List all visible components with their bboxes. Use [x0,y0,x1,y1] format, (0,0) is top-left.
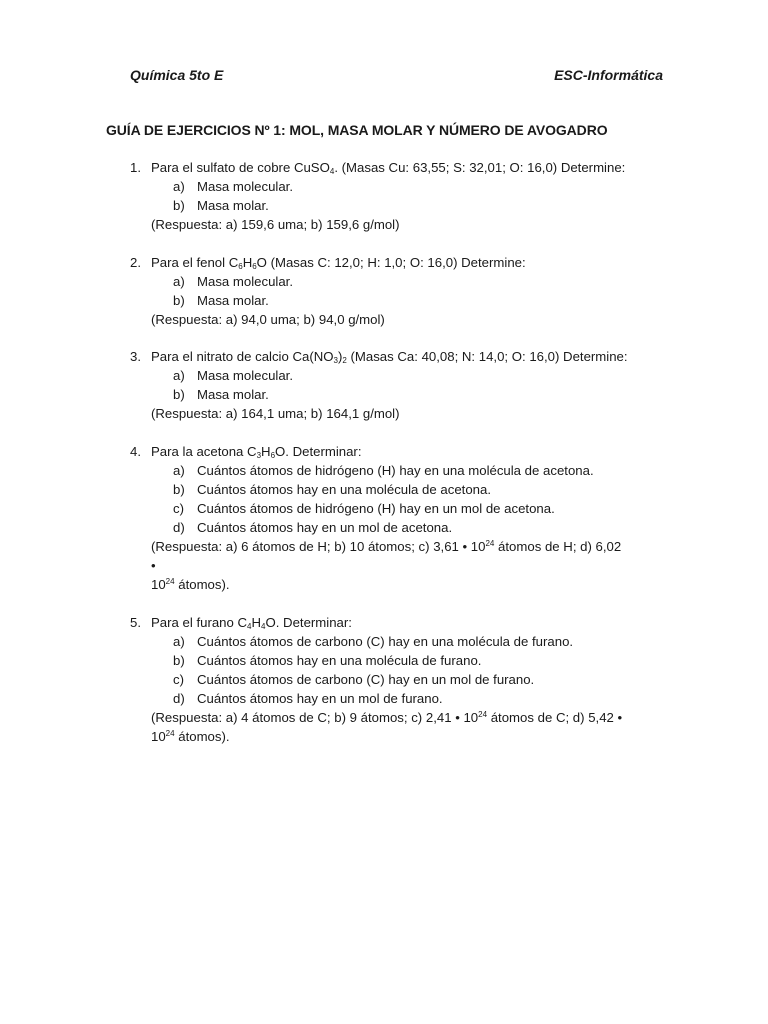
list-item: a) Masa molecular. [173,368,294,383]
exercise-3 [130,347,670,423]
list-item: a) Cuántos átomos de hidrógeno (H) hay en una molécula de acetona. [173,463,594,478]
exercise-4 [130,442,670,594]
header-course: Química 5to E [130,67,224,83]
exercise-statement: Para el fenol $C_6H_6O$ (Masas C: 12,0; H: 1,0; O: 16,0) Determine: [151,255,526,271]
exercise-answer-continued: $10^{24}$ átomos). [151,729,230,744]
list-item: b) Masa molar. [173,293,269,308]
exercise-number: 2. [130,255,141,270]
list-item: d) Cuántos átomos hay en un mol de furano. [173,691,443,706]
exercise-1 [130,158,670,234]
exercise-number: 5. [130,615,141,630]
exercise-answer: (Respuesta: a) 164,1 uma; b) 164,1 g/mol) [151,406,400,421]
list-item: b) Masa molar. [173,198,269,213]
exercise-answer-continued: $10^{24}$ átomos). [151,577,230,592]
exercise-number: 3. [130,349,141,364]
list-item: a) Masa molecular. [173,179,294,194]
exercise-statement: Para el nitrato de calcio $Ca(NO_3)_2$ (Masas Ca: 40,08; N: 14,0; O: 16,0) Determine: [151,349,628,365]
exercise-answer: (Respuesta: a) 94,0 uma; b) 94,0 g/mol) [151,312,385,327]
document-title: GUÍA DE EJERCICIOS Nº 1: MOL, MASA MOLAR Y NÚMERO DE AVOGADRO [106,122,608,138]
list-item: b) Masa molar. [173,387,269,402]
exercise-answer: (Respuesta: a) 159,6 uma; b) 159,6 g/mol) [151,217,400,232]
exercise-answer-continued: • [151,558,156,573]
exercise-statement: Para el furano $C_4H_4O$. Determinar: [151,615,352,631]
list-item: c) Cuántos átomos de carbono (C) hay en un mol de furano. [173,672,535,687]
exercise-number: 1. [130,160,141,175]
list-item: d) Cuántos átomos hay en un mol de acetona. [173,520,453,535]
exercise-statement: Para el sulfato de cobre CuSO$_4$. (Masas Cu: 63,55; S: 32,01; O: 16,0) Determine: [151,160,626,176]
list-item: b) Cuántos átomos hay en una molécula de acetona. [173,482,491,497]
list-item: a) Masa molecular. [173,274,294,289]
list-item: c) Cuántos átomos de hidrógeno (H) hay en un mol de acetona. [173,501,555,516]
header-school: ESC-Informática [554,67,663,83]
exercise-statement: Para la acetona $C_3H_6O$. Determinar: [151,444,362,460]
list-item: b) Cuántos átomos hay en una molécula de furano. [173,653,482,668]
exercise-number: 4. [130,444,141,459]
exercise-2 [130,253,670,329]
exercise-answer: (Respuesta: a) 4 átomos de C; b) 9 átomos; c) 2,41 • $10^{24}$ átomos de C; d) 5,42 • [151,710,623,725]
list-item: a) Cuántos átomos de carbono (C) hay en una molécula de furano. [173,634,574,649]
exercise-5 [130,613,670,746]
exercise-answer: (Respuesta: a) 6 átomos de H; b) 10 átomos; c) 3,61 • $10^{24}$ átomos de H; d) 6,02 [151,539,622,554]
